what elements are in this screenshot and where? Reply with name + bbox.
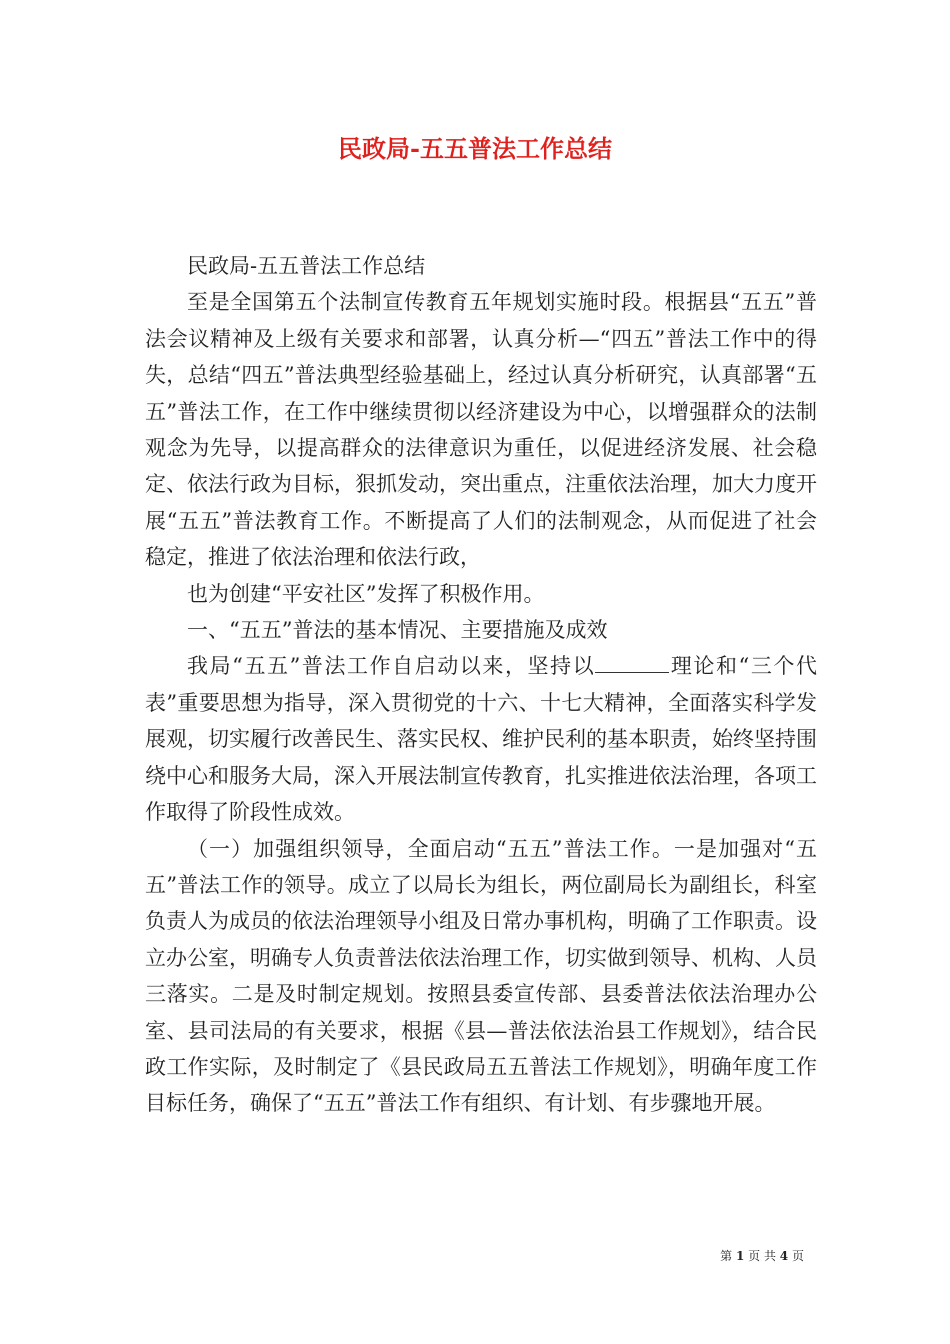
- footer-prefix: 第: [720, 1249, 733, 1263]
- page-title: 民政局-五五普法工作总结: [338, 134, 612, 163]
- paragraph-intro: 至是全国第五个法制宣传教育五年规划实施时段。根据县“五五”普法会议精神及上级有关要求和部署，认真分析—“四五”普法工作中的得失，总结“四五”普法典型经验基础上，经过认真分析研究，认真部署“五五”普法工作，在工作中继续贯彻以经济建设为中心，以增强群众的法制观念为先导，以提高群众的法律意识为重任，以促进经济发展、社会稳定、依法行政为目标，狠抓发动，突出重点，注重依法治理，加大力度开展“五五”普法教育工作。不断提高了人们的法制观念，从而促进了社会稳定，推进了依法治理和依法行政，: [145, 290, 817, 570]
- footer-middle: 页 共: [748, 1249, 776, 1263]
- footer-suffix: 页: [791, 1249, 804, 1263]
- section-heading: 一、“五五”普法的基本情况、主要措施及成效: [187, 618, 608, 643]
- document-body: [145, 248, 817, 1122]
- paragraph-overview-end: 理论和“三个代表”重要思想为指导，深入贯彻党的十六、十七大精神，全面落实科学发展观，切实履行改善民生、落实民权、维护民利的基本职责，始终坚持围绕中心和服务大局，深入开展法制宣传教育，扎实推进依法治理，各项工作取得了阶段性成效。: [145, 654, 817, 825]
- footer-total-pages: 4: [779, 1249, 789, 1263]
- paragraph-overview-start: 我局“五五”普法工作自启动以来，坚持以: [187, 654, 596, 679]
- footer-page-number: 1: [735, 1249, 745, 1263]
- paragraph-subtitle: 民政局-五五普法工作总结: [187, 254, 426, 278]
- fill-in-blank: [595, 654, 669, 673]
- paragraph-safe-community: 也为创建“平安社区”发挥了积极作用。: [187, 581, 545, 606]
- paragraph-organization: （一）加强组织领导，全面启动“五五”普法工作。一是加强对“五五”普法工作的领导。成立了以局长为组长，两位副局长为副组长，科室负责人为成员的依法治理领导小组及日常办事机构，明确了工作职责。设立办公室，明确专人负责普法依法治理工作，切实做到领导、机构、人员三落实。二是及时制定规划。按照县委宣传部、县委普法依法治理办公室、县司法局的有关要求，根据《县—普法依法治县工作规划》，结合民政工作实际，及时制定了《县民政局五五普法工作规划》，明确年度工作目标任务，确保了“五五”普法工作有组织、有计划、有步骤地开展。: [145, 836, 817, 1116]
- paragraph-overview: [145, 648, 817, 830]
- page-footer: [720, 1247, 804, 1264]
